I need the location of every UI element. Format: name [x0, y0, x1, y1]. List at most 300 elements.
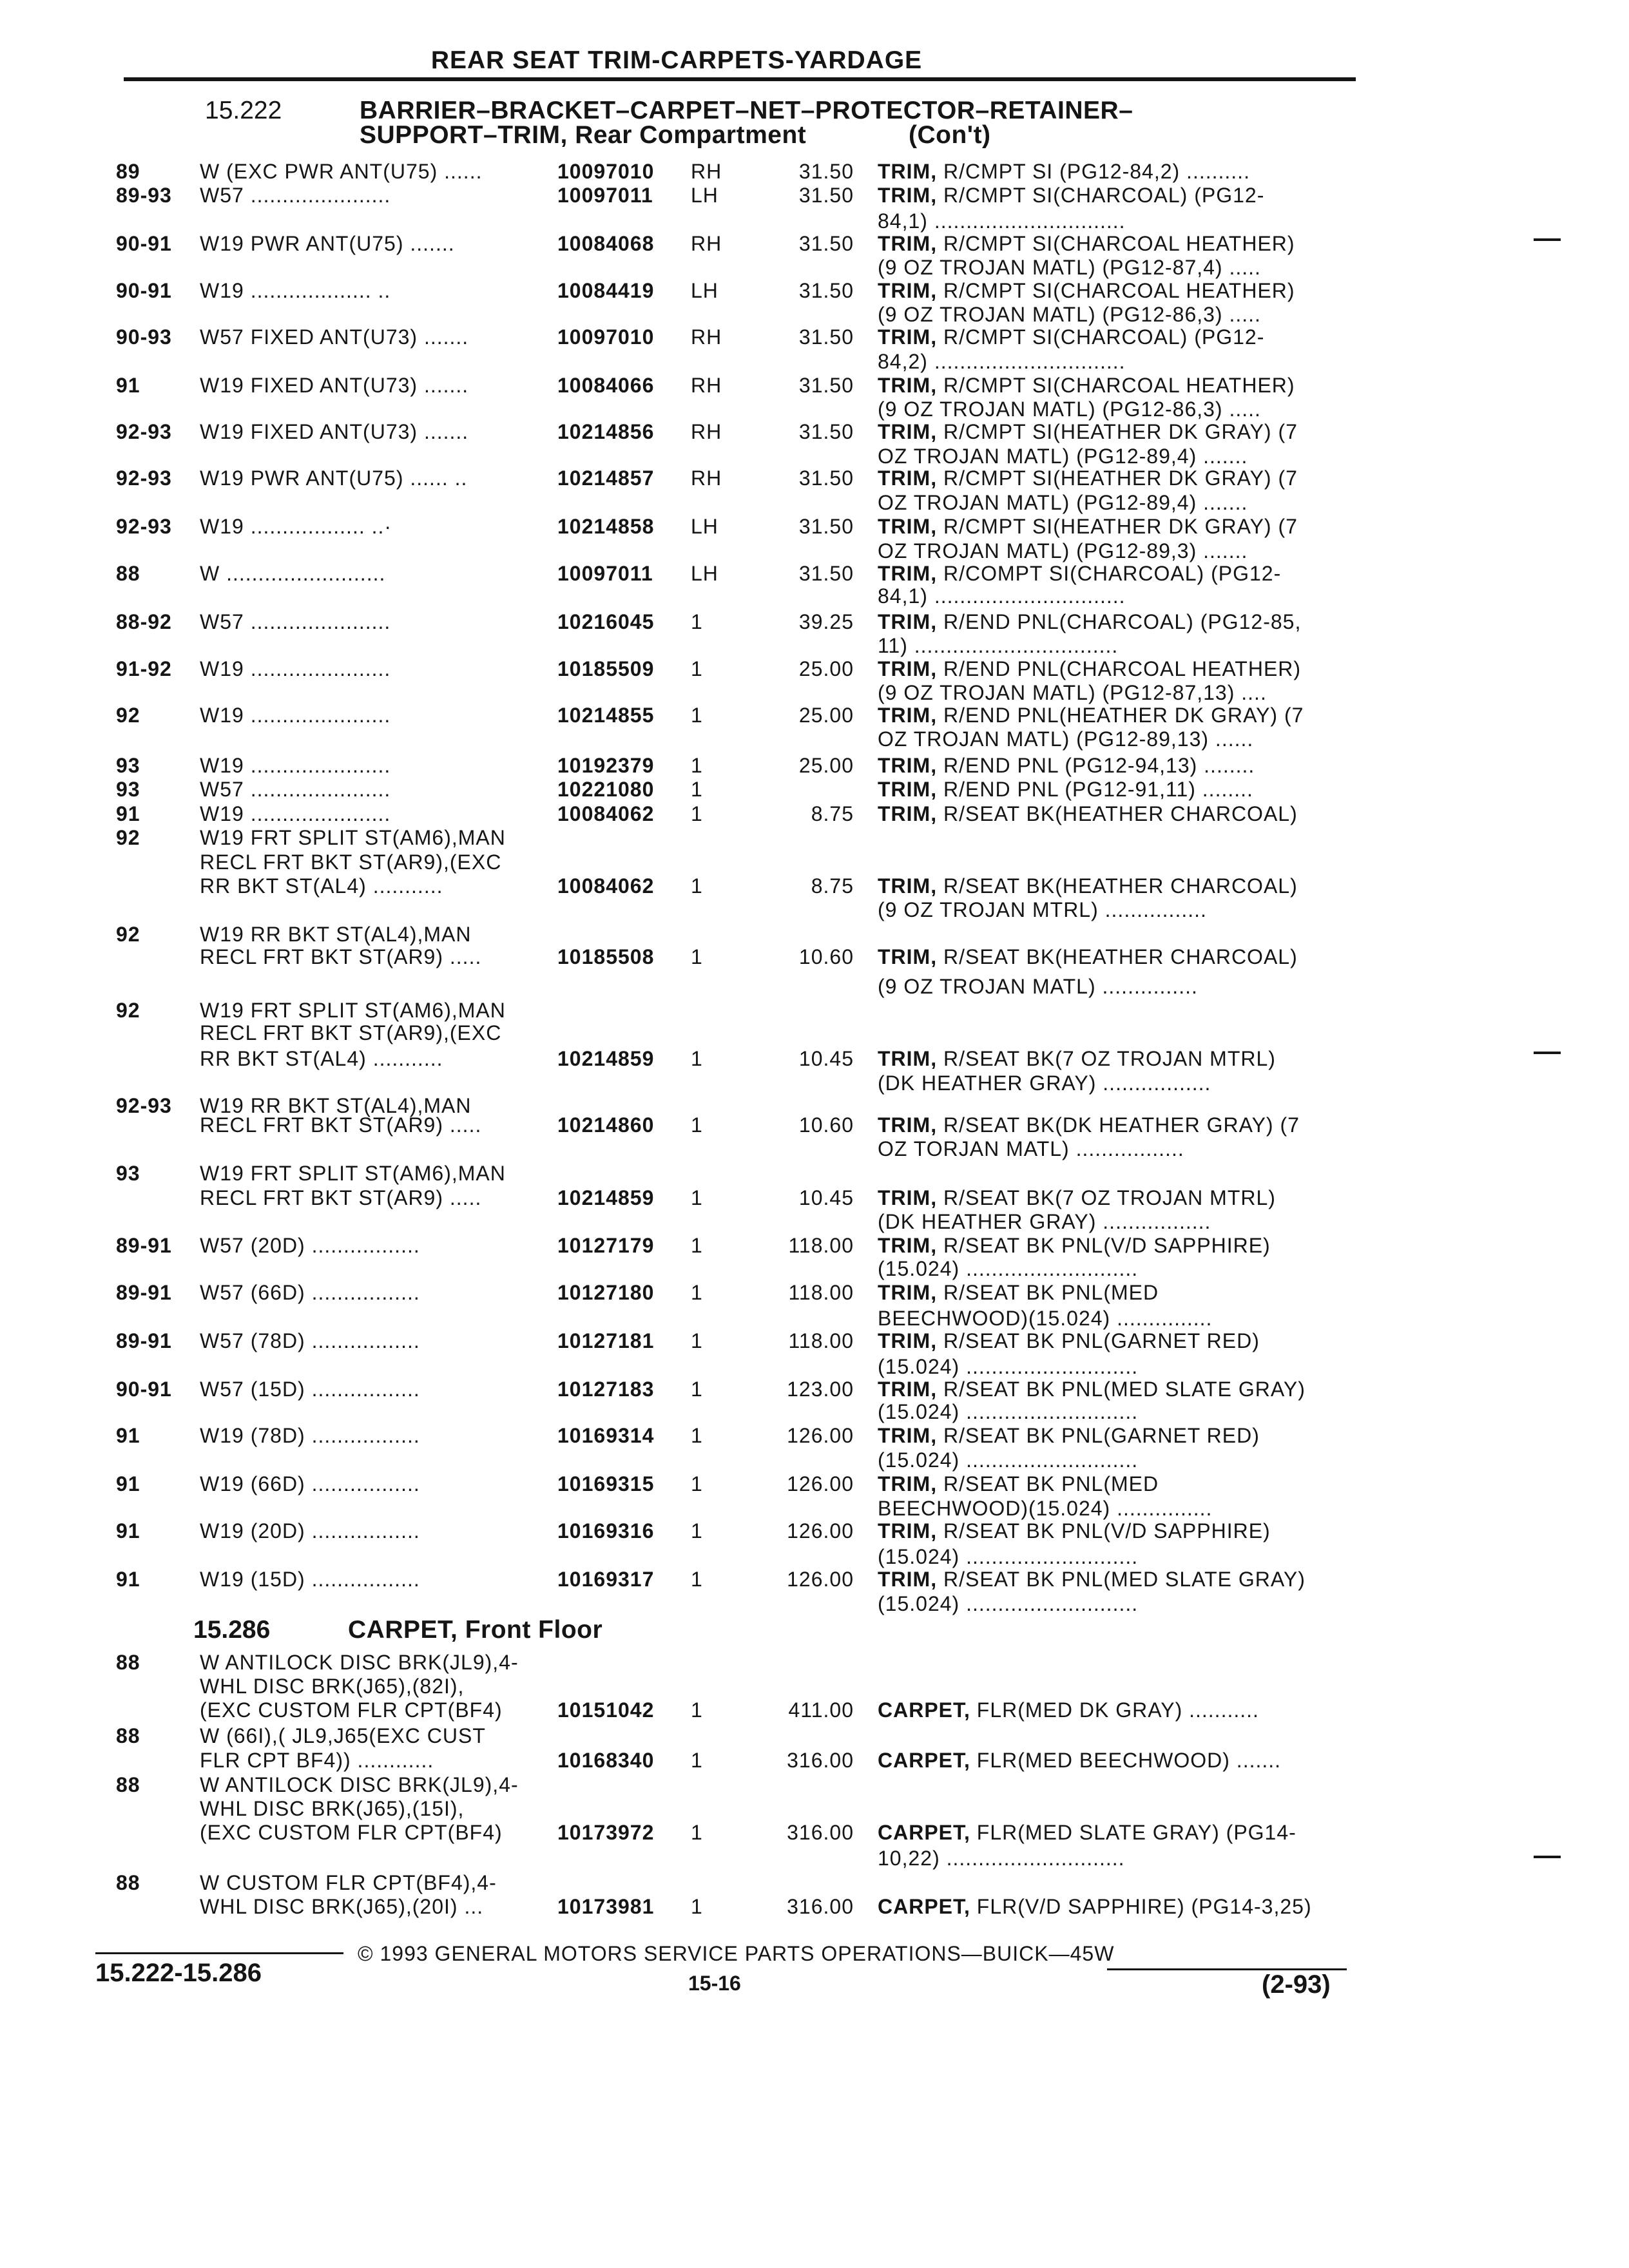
- application: (EXC CUSTOM FLR CPT(BF4): [200, 1821, 503, 1844]
- part-description: 84,1) ..............................: [878, 584, 1126, 608]
- application: W19 FIXED ANT(U73) .......: [200, 374, 469, 397]
- part-description: (9 OZ TROJAN MATL) (PG12-87,4) .....: [878, 256, 1261, 279]
- model-years: 91: [116, 802, 140, 825]
- list-line: [0, 1329, 1629, 1355]
- part-description: TRIM, R/CMPT SI(CHARCOAL HEATHER): [878, 279, 1295, 302]
- section-title-line2: SUPPORT–TRIM, Rear Compartment: [360, 121, 807, 149]
- application: W19 FRT SPLIT ST(AM6),MAN: [200, 1162, 506, 1185]
- list-line: [0, 1448, 1629, 1474]
- part-description: (DK HEATHER GRAY) .................: [878, 1210, 1211, 1233]
- part-description: (15.024) ...........................: [878, 1257, 1139, 1280]
- position-qty: 1: [691, 874, 703, 898]
- model-years: 88: [116, 562, 140, 585]
- price: 31.50: [798, 160, 854, 183]
- application: W19 ......................: [200, 802, 391, 825]
- application: RECL FRT BKT ST(AR9) .....: [200, 945, 482, 968]
- list-line: [0, 1592, 1629, 1618]
- part-number: 10216045: [557, 610, 655, 633]
- list-line: [0, 778, 1629, 803]
- header-rule: [124, 77, 1356, 81]
- application: W (66I),( JL9,J65(EXC CUST: [200, 1724, 486, 1747]
- position-qty: 1: [691, 1895, 703, 1918]
- position-qty: RH: [691, 325, 722, 349]
- part-number: 10097010: [557, 160, 655, 183]
- list-line: [0, 160, 1629, 186]
- section-number: 15.222: [205, 97, 282, 124]
- part-number: 10084066: [557, 374, 655, 397]
- position-qty: 1: [691, 1047, 703, 1070]
- part-description: OZ TROJAN MATL) (PG12-89,13) ......: [878, 727, 1254, 751]
- part-description: TRIM, R/CMPT SI(CHARCOAL) (PG12-: [878, 325, 1265, 349]
- part-number: 10214859: [557, 1047, 655, 1070]
- part-description: TRIM, R/SEAT BK(DK HEATHER GRAY) (7: [878, 1113, 1300, 1137]
- list-line: [0, 1162, 1629, 1187]
- list-line: [0, 975, 1629, 1001]
- list-line: [0, 657, 1629, 683]
- list-line: [0, 1378, 1629, 1403]
- application: W19 PWR ANT(U75) ...... ..: [200, 466, 468, 490]
- list-line: [0, 1424, 1629, 1450]
- model-years: 93: [116, 754, 140, 777]
- list-line: [0, 802, 1629, 828]
- part-number: 10169316: [557, 1519, 655, 1542]
- list-line: [0, 1355, 1629, 1381]
- part-description: BEECHWOOD)(15.024) ...............: [878, 1497, 1213, 1520]
- price: 31.50: [798, 184, 854, 207]
- price: 39.25: [798, 610, 854, 633]
- application: W19 FRT SPLIT ST(AM6),MAN: [200, 826, 506, 849]
- part-description: CARPET, FLR(MED SLATE GRAY) (PG14-: [878, 1821, 1296, 1844]
- list-line: [0, 923, 1629, 948]
- position-qty: 1: [691, 704, 703, 727]
- list-line: [0, 1497, 1629, 1523]
- part-description: TRIM, R/SEAT BK(HEATHER CHARCOAL): [878, 802, 1298, 825]
- part-description: TRIM, R/CMPT SI(CHARCOAL) (PG12-: [878, 184, 1265, 207]
- part-number: 10084419: [557, 279, 655, 302]
- position-qty: 1: [691, 1749, 703, 1772]
- price: 126.00: [787, 1424, 854, 1447]
- position-qty: 1: [691, 1186, 703, 1209]
- part-description: TRIM, R/COMPT SI(CHARCOAL) (PG12-: [878, 562, 1282, 585]
- part-description: CARPET, FLR(V/D SAPPHIRE) (PG14-3,25): [878, 1895, 1312, 1918]
- application: RECL FRT BKT ST(AR9) .....: [200, 1186, 482, 1209]
- part-number: 10127183: [557, 1378, 655, 1401]
- application: (EXC CUSTOM FLR CPT(BF4): [200, 1698, 503, 1722]
- part-description: (15.024) ...........................: [878, 1545, 1139, 1568]
- application: W CUSTOM FLR CPT(BF4),4-: [200, 1871, 497, 1894]
- list-line: [0, 1047, 1629, 1073]
- price: 411.00: [788, 1698, 854, 1722]
- price: 10.60: [798, 1113, 854, 1137]
- part-description: TRIM, R/END PNL(HEATHER DK GRAY) (7: [878, 704, 1304, 727]
- part-description: TRIM, R/SEAT BK(7 OZ TROJAN MTRL): [878, 1047, 1276, 1070]
- list-line: [0, 1234, 1629, 1260]
- list-line: [0, 325, 1629, 351]
- footer-copyright: © 1993 GENERAL MOTORS SERVICE PARTS OPERATIONS—BUICK—45W: [358, 1942, 1115, 1965]
- position-qty: 1: [691, 1424, 703, 1447]
- list-line: [0, 1281, 1629, 1307]
- page-title: REAR SEAT TRIM-CARPETS-YARDAGE: [430, 46, 923, 74]
- price: 118.00: [788, 1281, 854, 1304]
- list-line: [0, 374, 1629, 399]
- price: 123.00: [787, 1378, 854, 1401]
- price: 316.00: [787, 1895, 854, 1918]
- price: 126.00: [787, 1568, 854, 1591]
- price: 31.50: [798, 420, 854, 443]
- list-line: [0, 610, 1629, 636]
- list-line: [0, 1651, 1629, 1677]
- position-qty: RH: [691, 232, 722, 255]
- footer-rule-left: [95, 1952, 343, 1954]
- list-line: [0, 491, 1629, 517]
- application: W19 ................... ..: [200, 279, 391, 302]
- list-line: [0, 874, 1629, 900]
- position-qty: 1: [691, 1281, 703, 1304]
- application: RECL FRT BKT ST(AR9),(EXC: [200, 850, 502, 874]
- part-description: 10,22) ............................: [878, 1847, 1125, 1870]
- model-years: 89-91: [116, 1234, 172, 1257]
- position-qty: 1: [691, 1698, 703, 1722]
- part-number: 10173972: [557, 1821, 655, 1844]
- part-number: 10169317: [557, 1568, 655, 1591]
- application: RR BKT ST(AL4) ...........: [200, 874, 443, 898]
- list-line: [0, 826, 1629, 852]
- list-line: [0, 184, 1629, 209]
- part-description: TRIM, R/END PNL (PG12-91,11) ........: [878, 778, 1253, 801]
- part-description: 84,2) ..............................: [878, 350, 1126, 373]
- part-description: CARPET, FLR(MED DK GRAY) ...........: [878, 1698, 1259, 1722]
- list-line: [0, 945, 1629, 971]
- application: W19 FIXED ANT(U73) .......: [200, 420, 469, 443]
- position-qty: LH: [691, 184, 718, 207]
- part-description: (9 OZ TROJAN MATL) ...............: [878, 975, 1198, 998]
- list-line: [0, 562, 1629, 588]
- position-qty: 1: [691, 1472, 703, 1495]
- part-description: BEECHWOOD)(15.024) ...............: [878, 1307, 1213, 1330]
- position-qty: 1: [691, 945, 703, 968]
- application: W57 ......................: [200, 184, 391, 207]
- part-description: 11) ................................: [878, 634, 1119, 657]
- price: 31.50: [798, 325, 854, 349]
- model-years: 93: [116, 1162, 140, 1185]
- application: WHL DISC BRK(J65),(82I),: [200, 1675, 465, 1698]
- margin-tick: [1534, 1856, 1561, 1858]
- position-qty: 1: [691, 610, 703, 633]
- list-line: [0, 420, 1629, 446]
- part-description: (15.024) ...........................: [878, 1448, 1139, 1472]
- section2-number: 15.286: [193, 1616, 271, 1644]
- list-line: [0, 1568, 1629, 1593]
- model-years: 91: [116, 1568, 140, 1591]
- position-qty: 1: [691, 1821, 703, 1844]
- part-description: TRIM, R/SEAT BK PNL(V/D SAPPHIRE): [878, 1519, 1271, 1542]
- price: 31.50: [798, 466, 854, 490]
- application: W57 ......................: [200, 610, 391, 633]
- position-qty: RH: [691, 466, 722, 490]
- part-number: 10173981: [557, 1895, 655, 1918]
- part-number: 10214859: [557, 1186, 655, 1209]
- application: W19 RR BKT ST(AL4),MAN: [200, 923, 472, 946]
- part-description: TRIM, R/SEAT BK PNL(MED SLATE GRAY): [878, 1568, 1306, 1591]
- part-description: TRIM, R/SEAT BK PNL(MED: [878, 1472, 1159, 1495]
- list-line: [0, 1113, 1629, 1139]
- part-number: 10084062: [557, 874, 655, 898]
- margin-tick: [1534, 1052, 1561, 1054]
- price: 31.50: [798, 279, 854, 302]
- application: W57 (15D) .................: [200, 1378, 420, 1401]
- position-qty: LH: [691, 279, 718, 302]
- list-line: [0, 303, 1629, 329]
- part-number: 10084062: [557, 802, 655, 825]
- position-qty: RH: [691, 374, 722, 397]
- model-years: 90-91: [116, 279, 172, 302]
- part-number: 10169315: [557, 1472, 655, 1495]
- model-years: 92: [116, 704, 140, 727]
- model-years: 89: [116, 160, 140, 183]
- list-line: [0, 1698, 1629, 1724]
- list-line: [0, 634, 1629, 660]
- model-years: 91: [116, 374, 140, 397]
- list-line: [0, 1021, 1629, 1047]
- list-line: [0, 1400, 1629, 1426]
- part-number: 10192379: [557, 754, 655, 777]
- position-qty: 1: [691, 802, 703, 825]
- model-years: 89-91: [116, 1329, 172, 1352]
- section2-title: CARPET, Front Floor: [348, 1616, 603, 1644]
- part-description: (15.024) ...........................: [878, 1400, 1139, 1423]
- list-line: [0, 1724, 1629, 1750]
- model-years: 91: [116, 1424, 140, 1447]
- list-line: [0, 1472, 1629, 1498]
- part-number: 10214858: [557, 515, 655, 538]
- part-description: OZ TROJAN MATL) (PG12-89,4) .......: [878, 445, 1248, 468]
- position-qty: 1: [691, 1519, 703, 1542]
- application: W57 (66D) .................: [200, 1281, 420, 1304]
- application: W57 FIXED ANT(U73) .......: [200, 325, 469, 349]
- model-years: 88: [116, 1773, 140, 1796]
- price: 10.60: [798, 945, 854, 968]
- part-description: TRIM, R/END PNL(CHARCOAL HEATHER): [878, 657, 1302, 680]
- list-line: [0, 1895, 1629, 1921]
- position-qty: 1: [691, 1568, 703, 1591]
- price: 25.00: [798, 704, 854, 727]
- list-line: [0, 1210, 1629, 1236]
- model-years: 91-92: [116, 657, 172, 680]
- model-years: 91: [116, 1519, 140, 1542]
- model-years: 88-92: [116, 610, 172, 633]
- price: 118.00: [788, 1234, 854, 1257]
- part-description: 84,1) ..............................: [878, 209, 1126, 233]
- part-number: 10221080: [557, 778, 655, 801]
- part-number: 10185509: [557, 657, 655, 680]
- list-line: [0, 398, 1629, 423]
- model-years: 90-91: [116, 1378, 172, 1401]
- list-line: [0, 681, 1629, 707]
- part-description: TRIM, R/CMPT SI(CHARCOAL HEATHER): [878, 374, 1295, 397]
- application: W19 (66D) .................: [200, 1472, 420, 1495]
- price: 31.50: [798, 232, 854, 255]
- model-years: 89-91: [116, 1281, 172, 1304]
- position-qty: 1: [691, 1234, 703, 1257]
- application: W19 (20D) .................: [200, 1519, 420, 1542]
- model-years: 89-93: [116, 184, 172, 207]
- part-number: 10185508: [557, 945, 655, 968]
- list-line: [0, 1307, 1629, 1332]
- price: 118.00: [788, 1329, 854, 1352]
- list-line: [0, 999, 1629, 1024]
- list-line: [0, 1749, 1629, 1774]
- part-description: TRIM, R/SEAT BK PNL(V/D SAPPHIRE): [878, 1234, 1271, 1257]
- part-number: 10169314: [557, 1424, 655, 1447]
- model-years: 88: [116, 1651, 140, 1674]
- model-years: 88: [116, 1724, 140, 1747]
- part-description: (9 OZ TROJAN MATL) (PG12-87,13) ....: [878, 681, 1267, 704]
- model-years: 92-93: [116, 466, 172, 490]
- application: RR BKT ST(AL4) ...........: [200, 1047, 443, 1070]
- part-description: OZ TORJAN MATL) .................: [878, 1137, 1184, 1160]
- part-description: CARPET, FLR(MED BEECHWOOD) .......: [878, 1749, 1282, 1772]
- list-line: [0, 1675, 1629, 1700]
- part-description: (9 OZ TROJAN MATL) (PG12-86,3) .....: [878, 303, 1261, 326]
- part-description: (15.024) ...........................: [878, 1592, 1139, 1615]
- price: 316.00: [787, 1749, 854, 1772]
- part-description: TRIM, R/SEAT BK(HEATHER CHARCOAL): [878, 945, 1298, 968]
- part-description: TRIM, R/END PNL (PG12-94,13) ........: [878, 754, 1255, 777]
- section-title-line1: BARRIER–BRACKET–CARPET–NET–PROTECTOR–RETAINER–: [360, 97, 1133, 124]
- list-line: [0, 232, 1629, 258]
- application: W19 ......................: [200, 754, 391, 777]
- price: 31.50: [798, 562, 854, 585]
- part-number: 10127179: [557, 1234, 655, 1257]
- part-description: TRIM, R/CMPT SI(HEATHER DK GRAY) (7: [878, 515, 1298, 538]
- application: RECL FRT BKT ST(AR9) .....: [200, 1113, 482, 1137]
- footer-page-number: 15-16: [688, 1972, 741, 1995]
- part-description: TRIM, R/END PNL(CHARCOAL) (PG12-85,: [878, 610, 1302, 633]
- position-qty: 1: [691, 1378, 703, 1401]
- price: 25.00: [798, 657, 854, 680]
- application: W57 ......................: [200, 778, 391, 801]
- position-qty: RH: [691, 160, 722, 183]
- application: W19 FRT SPLIT ST(AM6),MAN: [200, 999, 506, 1022]
- list-line: [0, 727, 1629, 753]
- part-description: TRIM, R/CMPT SI (PG12-84,2) ..........: [878, 160, 1250, 183]
- application: W ANTILOCK DISC BRK(JL9),4-: [200, 1773, 519, 1796]
- price: 8.75: [811, 802, 854, 825]
- list-line: [0, 1797, 1629, 1823]
- part-description: TRIM, R/CMPT SI(HEATHER DK GRAY) (7: [878, 466, 1298, 490]
- model-years: 92: [116, 923, 140, 946]
- list-line: [0, 584, 1629, 610]
- list-line: [0, 754, 1629, 780]
- price: 10.45: [798, 1186, 854, 1209]
- part-description: OZ TROJAN MATL) (PG12-89,4) .......: [878, 491, 1248, 514]
- application: RECL FRT BKT ST(AR9),(EXC: [200, 1021, 502, 1044]
- price: 25.00: [798, 754, 854, 777]
- position-qty: 1: [691, 657, 703, 680]
- part-description: TRIM, R/SEAT BK(HEATHER CHARCOAL): [878, 874, 1298, 898]
- price: 126.00: [787, 1519, 854, 1542]
- price: 126.00: [787, 1472, 854, 1495]
- list-line: [0, 1137, 1629, 1163]
- part-number: 10097011: [557, 562, 653, 585]
- footer-date: (2-93): [1262, 1970, 1331, 1999]
- model-years: 91: [116, 1472, 140, 1495]
- model-years: 93: [116, 778, 140, 801]
- part-number: 10214860: [557, 1113, 655, 1137]
- list-line: [0, 850, 1629, 876]
- model-years: 92-93: [116, 1094, 172, 1117]
- part-number: 10168340: [557, 1749, 655, 1772]
- part-description: (DK HEATHER GRAY) .................: [878, 1072, 1211, 1095]
- list-line: [0, 1545, 1629, 1571]
- application: W19 RR BKT ST(AL4),MAN: [200, 1094, 472, 1117]
- part-number: 10127181: [557, 1329, 655, 1352]
- application: FLR CPT BF4)) ............: [200, 1749, 434, 1772]
- model-years: 88: [116, 1871, 140, 1894]
- application: W (EXC PWR ANT(U75) ......: [200, 160, 483, 183]
- list-line: [0, 539, 1629, 565]
- model-years: 92: [116, 826, 140, 849]
- part-description: OZ TROJAN MATL) (PG12-89,3) .......: [878, 539, 1248, 562]
- list-line: [0, 898, 1629, 924]
- part-number: 10084068: [557, 232, 655, 255]
- application: W19 .................. ..·: [200, 515, 392, 538]
- part-description: TRIM, R/CMPT SI(HEATHER DK GRAY) (7: [878, 420, 1298, 443]
- part-number: 10214856: [557, 420, 655, 443]
- application: W19 (78D) .................: [200, 1424, 420, 1447]
- application: W19 PWR ANT(U75) .......: [200, 232, 455, 255]
- price: 8.75: [811, 874, 854, 898]
- position-qty: LH: [691, 562, 718, 585]
- part-number: 10214857: [557, 466, 655, 490]
- part-number: 10214855: [557, 704, 655, 727]
- application: W19 ......................: [200, 704, 391, 727]
- part-description: (9 OZ TROJAN MTRL) ................: [878, 898, 1207, 921]
- footer-section-range: 15.222-15.286: [95, 1959, 262, 1987]
- part-description: TRIM, R/SEAT BK PNL(MED SLATE GRAY): [878, 1378, 1306, 1401]
- position-qty: 1: [691, 1329, 703, 1352]
- model-years: 92-93: [116, 420, 172, 443]
- part-number: 10097011: [557, 184, 653, 207]
- model-years: 90-91: [116, 232, 172, 255]
- part-description: TRIM, R/SEAT BK(7 OZ TROJAN MTRL): [878, 1186, 1276, 1209]
- application: W19 ......................: [200, 657, 391, 680]
- list-line: [0, 279, 1629, 305]
- part-description: TRIM, R/SEAT BK PNL(GARNET RED): [878, 1329, 1260, 1352]
- price: 10.45: [798, 1047, 854, 1070]
- part-description: TRIM, R/SEAT BK PNL(GARNET RED): [878, 1424, 1260, 1447]
- list-line: [0, 1821, 1629, 1847]
- part-description: (9 OZ TROJAN MATL) (PG12-86,3) .....: [878, 398, 1261, 421]
- list-line: [0, 704, 1629, 729]
- position-qty: RH: [691, 420, 722, 443]
- model-years: 92-93: [116, 515, 172, 538]
- application: W57 (20D) .................: [200, 1234, 420, 1257]
- part-number: 10127180: [557, 1281, 655, 1304]
- application: W .........................: [200, 562, 386, 585]
- list-line: [0, 209, 1629, 235]
- model-years: 92: [116, 999, 140, 1022]
- application: WHL DISC BRK(J65),(15I),: [200, 1797, 465, 1820]
- part-description: (15.024) ...........................: [878, 1355, 1139, 1378]
- list-line: [0, 350, 1629, 376]
- position-qty: 1: [691, 778, 703, 801]
- list-line: [0, 466, 1629, 492]
- part-number: 10151042: [557, 1698, 655, 1722]
- list-line: [0, 1773, 1629, 1799]
- application: WHL DISC BRK(J65),(20I) ...: [200, 1895, 484, 1918]
- list-line: [0, 1186, 1629, 1212]
